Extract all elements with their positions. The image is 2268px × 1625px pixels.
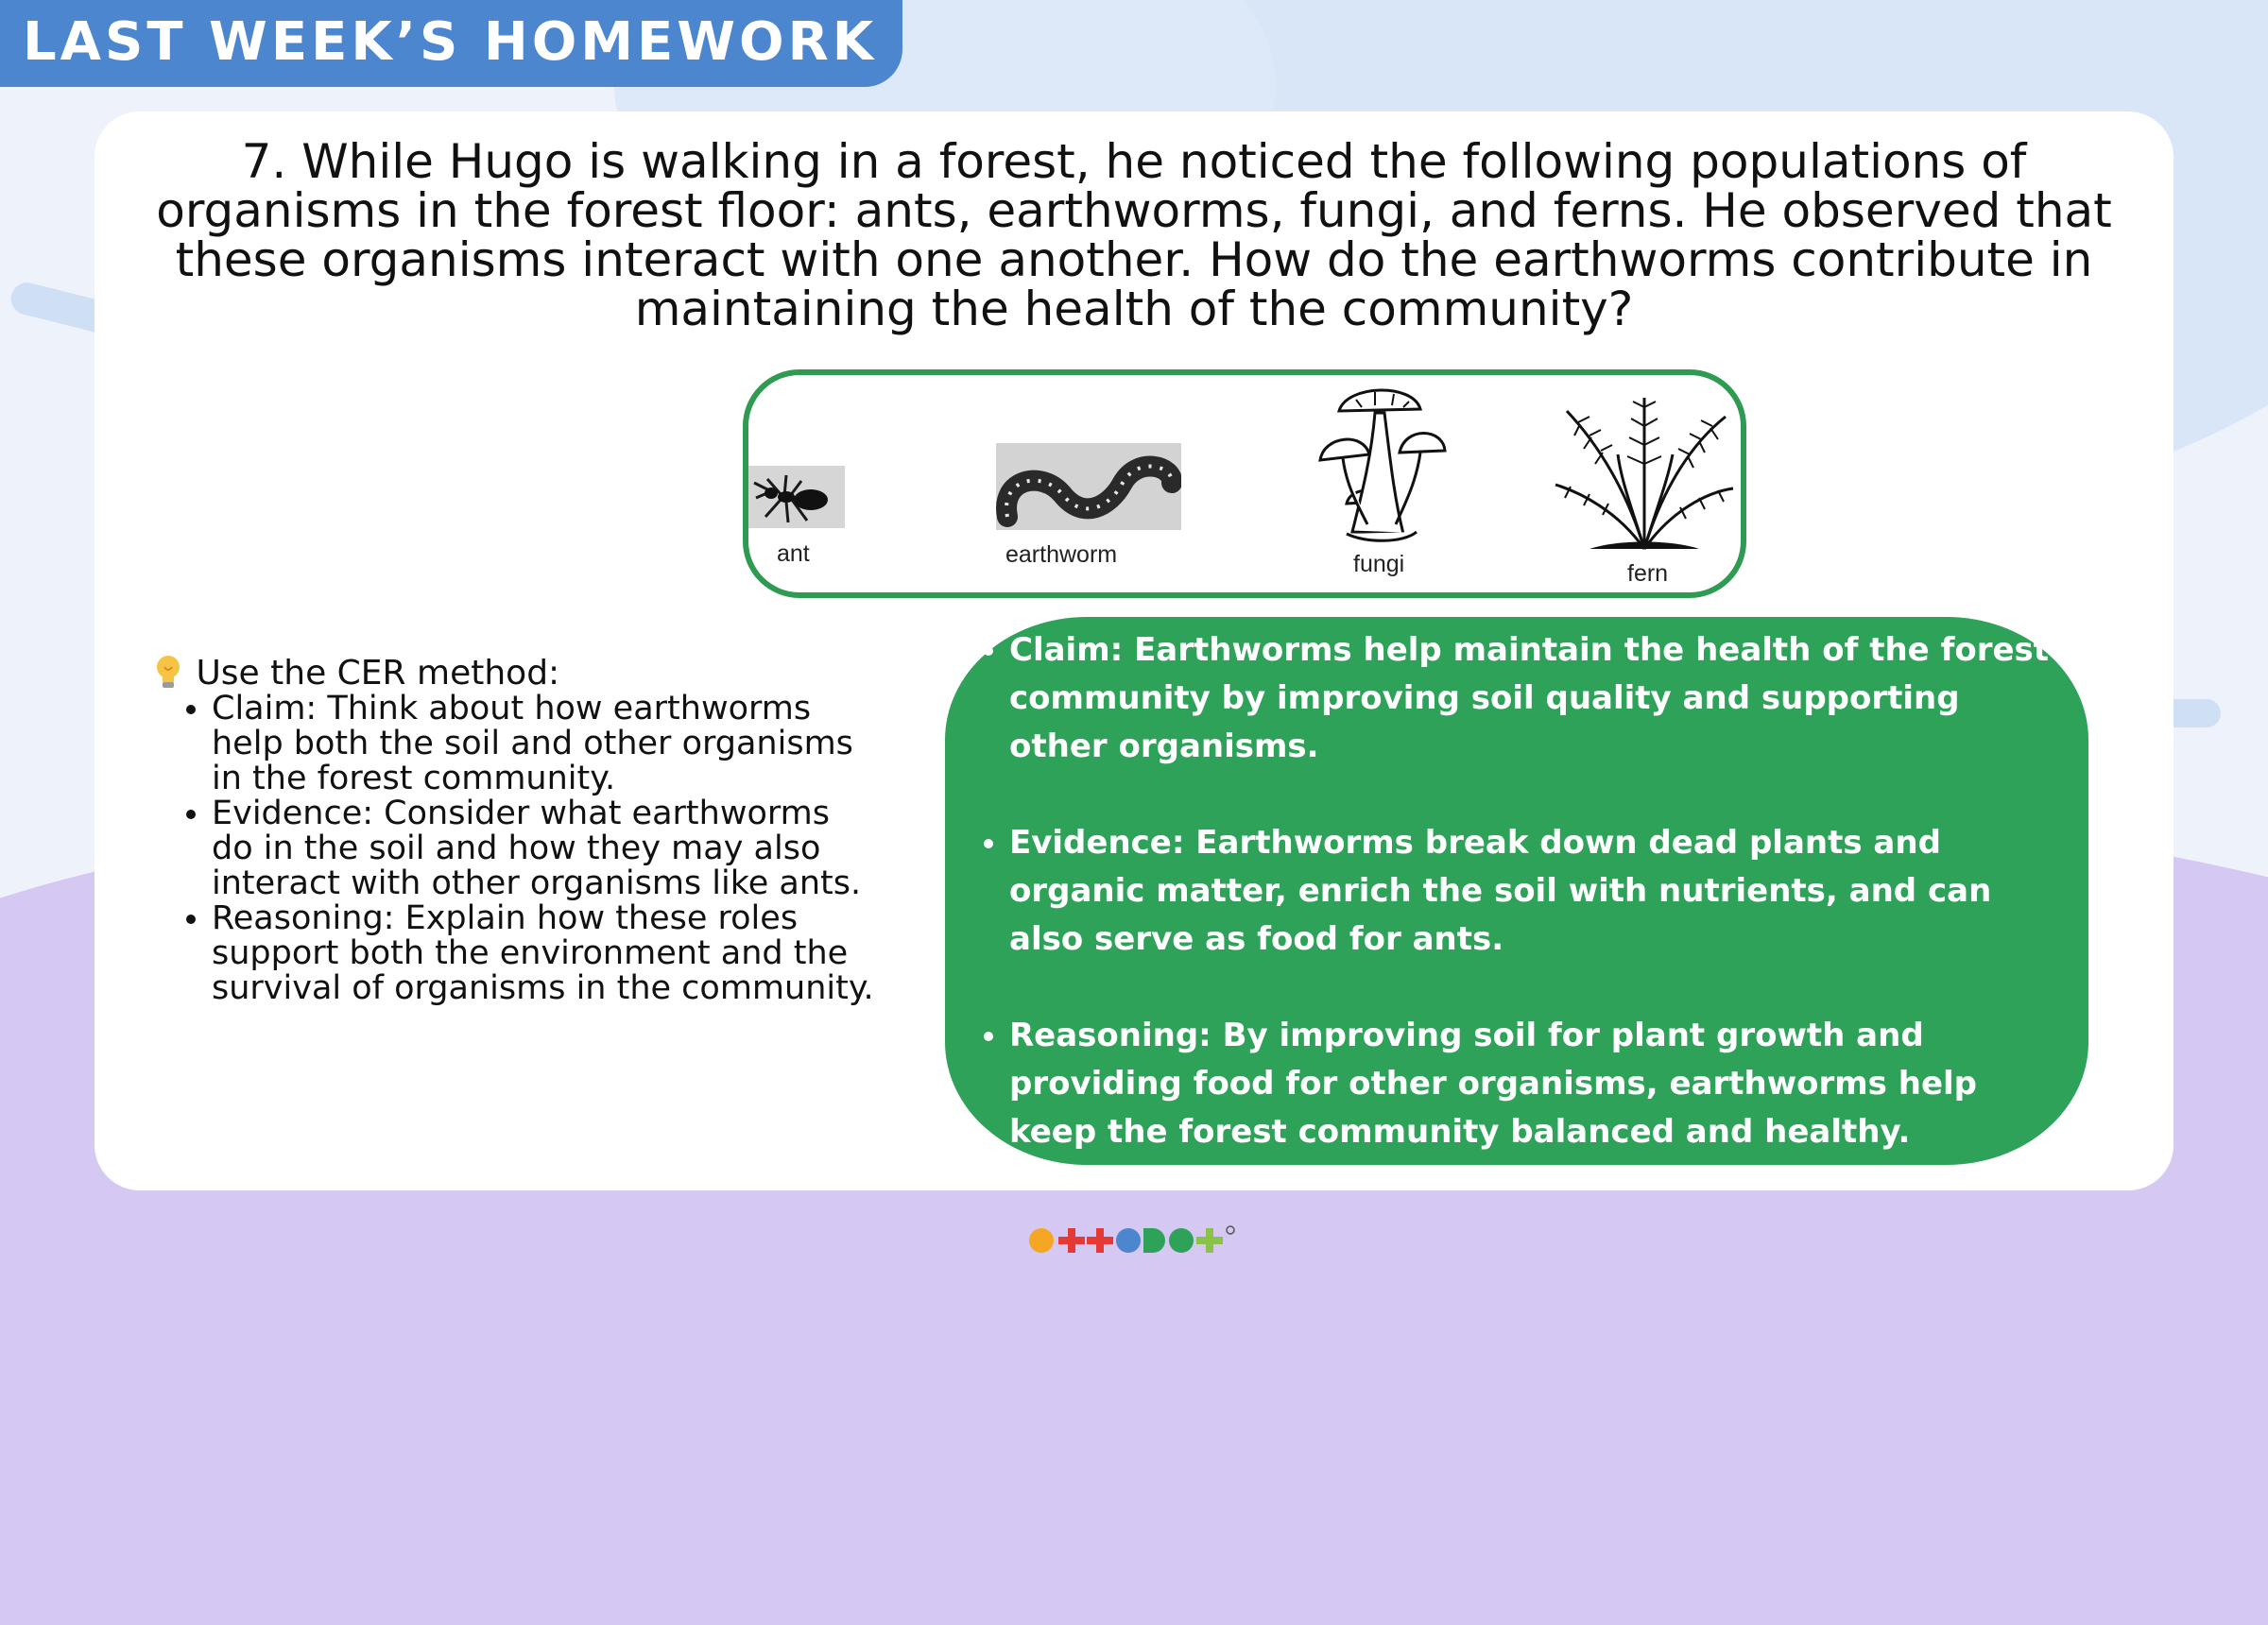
answer-evidence: • Evidence: Earthworms break down dead plants and organic matter, enrich the soil with nutrients, and can also serve as food for ants.: [1009, 819, 2058, 964]
organism-label-fungi: fungi: [1353, 551, 1405, 577]
brand-logo: [1026, 1224, 1244, 1257]
answer-reasoning: • Reasoning: By improving soil for plant growth and providing food for other organisms, earthworms help keep the forest community balanced and healthy.: [1009, 1012, 2058, 1156]
organism-label-fern: fern: [1627, 560, 1669, 587]
organism-label-earthworm: earthworm: [1005, 541, 1118, 568]
lightbulb-icon: [151, 654, 185, 692]
hint-item-evidence: • Evidence: Consider what earthworms do in the soil and how they may also interact with other organisms like ants.: [212, 796, 879, 901]
hint-heading: [151, 654, 879, 692]
organisms-image-panel: [743, 369, 1746, 598]
question-text: 7. While Hugo is walking in a forest, he noticed the following populations of organisms in the forest floor: ants, earthworms, fungi, and ferns. He observed that these organisms interact with one another. How do the earthworms contribute in maintaining the health of the community?: [156, 134, 2112, 336]
answer-box: [945, 617, 2088, 1165]
earthworm-image: [996, 441, 1181, 536]
organism-label-ant: ant: [777, 540, 810, 567]
answer-list: [945, 617, 2058, 1156]
fungi-image: [1318, 383, 1447, 545]
ant-image: [748, 466, 845, 528]
header-banner: [0, 0, 902, 87]
cer-hint: [151, 654, 879, 1006]
hint-item-reasoning: • Reasoning: Explain how these roles support both the environment and the survival of organisms in the community.: [212, 901, 879, 1006]
answer-claim: • Claim: Earthworms help maintain the health of the forest community by improving soil quality and supporting other organisms.: [1009, 626, 2058, 771]
hint-list: [151, 692, 879, 1006]
fern-image: [1552, 379, 1737, 556]
hint-item-claim: • Claim: Think about how earthworms help both the soil and other organisms in the forest community.: [212, 692, 879, 796]
page-title: LAST WEEK’S HOMEWORK: [23, 11, 878, 73]
hint-title: Use the CER method:: [196, 654, 560, 693]
